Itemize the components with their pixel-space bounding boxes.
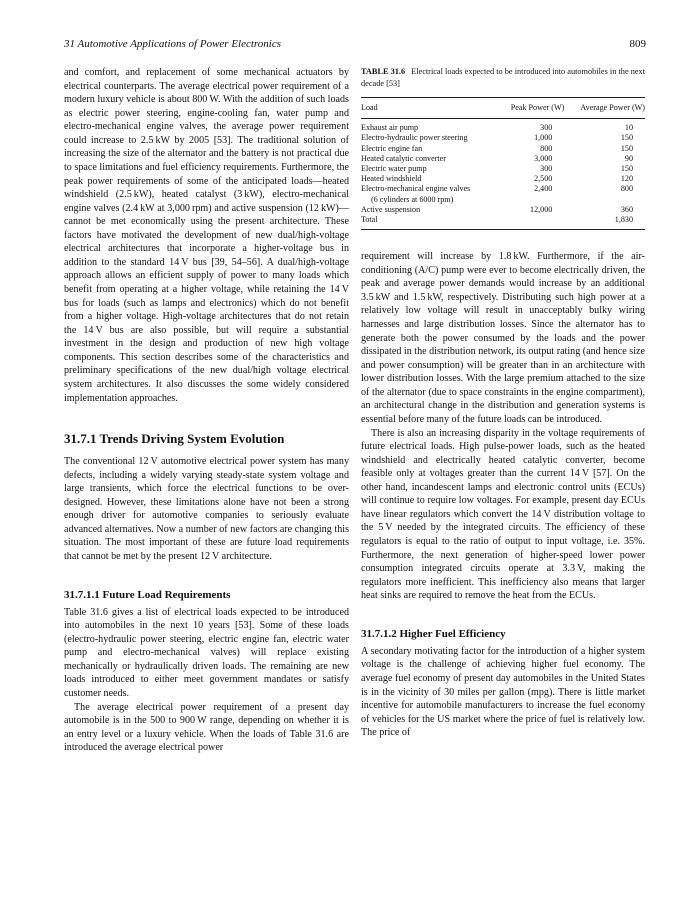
load-name: Heated windshield: [361, 174, 422, 184]
subsection-paragraph: Table 31.6 gives a list of electrical loads expected to be introduced into automobiles in the next 10 years [53]. Some of these loads (electro-hydraulic power steering, electric engine fan, electric water pump and electro-mechanical valves) will replace existing mechanically or hydraulically driven loads. The remaining are new loads introduced to either meet government mandates or satisfy customer needs.: [64, 606, 349, 699]
load-name: Active suspension: [361, 204, 421, 214]
table-row: [361, 133, 645, 143]
table-caption: [361, 66, 645, 89]
peak-power: 12,000: [530, 204, 553, 214]
average-power: 90: [624, 153, 633, 163]
load-name: Electro-hydraulic power steering: [361, 133, 468, 143]
table-row: [361, 154, 645, 164]
load-name: Total: [361, 215, 497, 230]
average-power: 150: [620, 164, 633, 174]
table-31-6: [361, 66, 645, 230]
peak-power: 2,500: [534, 174, 553, 184]
body-paragraph: A secondary motivating factor for the introduction of a higher system voltage is the challenge of achieving higher fuel economy. The average fuel economy of present day automobiles in the United States is in the vicinity of 30 miles per gallon (mpg). There is little market incentive for automobile manufacturers to increase the fuel economy of vehicles for the US market where the price of fuel is relatively low. The price of: [361, 645, 645, 739]
load-name: Exhaust air pump: [361, 123, 419, 133]
table-caption-text: Electrical loads expected to be introduced into automobiles in the next decade [53]: [361, 67, 646, 88]
table-row: [361, 119, 645, 134]
left-column: [64, 66, 349, 755]
table-total-row: [361, 215, 645, 230]
table-label: TABLE 31.6: [361, 67, 406, 76]
loads-table: [361, 97, 645, 230]
body-paragraph: There is also an increasing disparity in the voltage requirements of future electrical loads. High pulse-power loads, such as the heated windshield and electrically heated catalytic converter, become feasible only at voltages greater than the current 14 V [57]. On the other hand, incandescent lamps and electronic control units (ECUs) will continue to require low voltages. For example, present day ECUs have linear regulators which convert the 14 V distribution voltage to the 5 V needed by the integrated circuits. The efficiency of these regulators is equal to the ratio of output to input voltage, i.e. 35%. Furthermore, the next generation of higher-speed lower power consumption integrated circuits operate at 3.3 V, making the regulators more inefficient. This inefficiency also means that larger heat sinks are required to remove the heat from the ECUs.: [361, 427, 645, 602]
load-name: Electric engine fan: [361, 143, 423, 153]
average-power: 10: [624, 123, 633, 133]
running-head: [64, 38, 646, 54]
peak-power: [497, 215, 564, 230]
intro-paragraph: and comfort, and replacement of some mechanical actuators by electrical counterparts. The average electrical power requirement of a modern luxury vehicle is about 800 W. With the addition of such loads as electric power steering, engine-cooling fan, water pump and electro-mechanical engine valves, the average power requirement could increase to 2.5 kW by 2005 [53]. The traditional solution of increasing the size of the alternator and the battery is not practical due to space limitations and fuel efficiency requirements. Furthermore, the peak power requirements of some of the anticipated loads—heated windshield (2.5 kW), heated catalyst (3 kW), electro-mechanical engine valves (2.4 kW at 3,000 rpm) and active suspension (12 kW)—cannot be met economically using the present architecture. These factors have motivated the development of new dual/high-voltage electrical architectures that incorporate a higher-voltage bus in addition to the standard 14 V bus [39, 54–56]. A dual/high-voltage approach allows an efficient supply of power to many loads which benefit from operating at a higher voltage, while retaining the 14 V bus for loads (such as lamps and electronics) which do not benefit from a higher voltage. High-voltage architectures that do not retain the 14 V bus are also possible, but will require a substantial investment in the design and production of new high voltage components. This section describes some of the characteristics and preliminary specifications of the new dual/high voltage electrical system architectures. It also discusses the some widely considered implementation approaches.: [64, 67, 349, 404]
load-name-main: Electro-mechanical engine valves: [361, 184, 471, 194]
table-row: [361, 164, 645, 174]
table-row: [361, 205, 645, 215]
right-column: [361, 66, 645, 740]
average-power: 1,830: [564, 215, 645, 230]
load-name: Electric water pump: [361, 164, 427, 174]
average-power: 360: [620, 204, 633, 214]
average-power: 150: [620, 143, 633, 153]
load-name-detail: (6 cylinders at 6000 rpm): [371, 194, 454, 204]
body-paragraph: requirement will increase by 1.8 kW. Furthermore, if the air-conditioning (A/C) pump were ever to become electrically driven, the peak and average power demands would increase by an additional 3.5 kW and 1.5 kW, respectively. Distributing such high power at a relatively low voltage will result in unacceptably bulky wiring harnesses and large distribution losses. Since the alternator has to generate both the power consumed by the loads and the power dissipated in the distribution network, its output rating (and hence size and power consumption) will be greater than in an architecture with lower distribution losses. With the large premium attached to the size of the alternator (due to space constraints in the engine compartment), an architectural change in the distribution and generation systems is essential before many of the future loads can be introduced.: [361, 251, 645, 425]
column-header: Load: [361, 98, 497, 119]
peak-power: 1,000: [534, 133, 553, 143]
column-header: Average Power (W): [564, 98, 645, 119]
table-row: [361, 174, 645, 184]
subsection-paragraph: The average electrical power requirement of a present day automobile is in the 500 to 900 W range, depending on whether it is an entry level or a luxury vehicle. When the loads of Table 31.6 are introduced the average electrical power: [64, 701, 349, 754]
table-header-row: [361, 98, 645, 119]
column-header: Peak Power (W): [497, 98, 564, 119]
subsection-heading-fuel-efficiency: 31.7.1.2 Higher Fuel Efficiency: [361, 627, 506, 640]
peak-power: 800: [540, 143, 553, 153]
load-name: Heated catalytic converter: [361, 153, 446, 163]
peak-power: 300: [540, 164, 553, 174]
average-power: 800: [620, 184, 633, 194]
average-power: 120: [620, 174, 633, 184]
subsection-heading-future-loads: 31.7.1.1 Future Load Requirements: [64, 588, 231, 601]
table-row: [361, 144, 645, 154]
peak-power: 2,400: [534, 184, 553, 194]
section-paragraph: The conventional 12 V automotive electrical power system has many defects, including a widely varying steady-state system voltage and large transients, which force the electrical functions to be over-designed. However, these limitations alone have not been a strong enough driver for automotive companies to seriously evaluate advanced alternatives. Now a number of new factors are changing this situation. The most important of these are future load requirements that cannot be met by the present 12 V architecture.: [64, 456, 349, 562]
table-row: [361, 184, 645, 204]
section-heading: 31.7.1 Trends Driving System Evolution: [64, 431, 285, 447]
page-number: 809: [629, 38, 646, 50]
load-name: [361, 184, 497, 204]
peak-power: 300: [540, 123, 553, 133]
peak-power: 3,000: [534, 153, 553, 163]
average-power: 150: [620, 133, 633, 143]
chapter-title: 31 Automotive Applications of Power Electronics: [64, 38, 282, 50]
